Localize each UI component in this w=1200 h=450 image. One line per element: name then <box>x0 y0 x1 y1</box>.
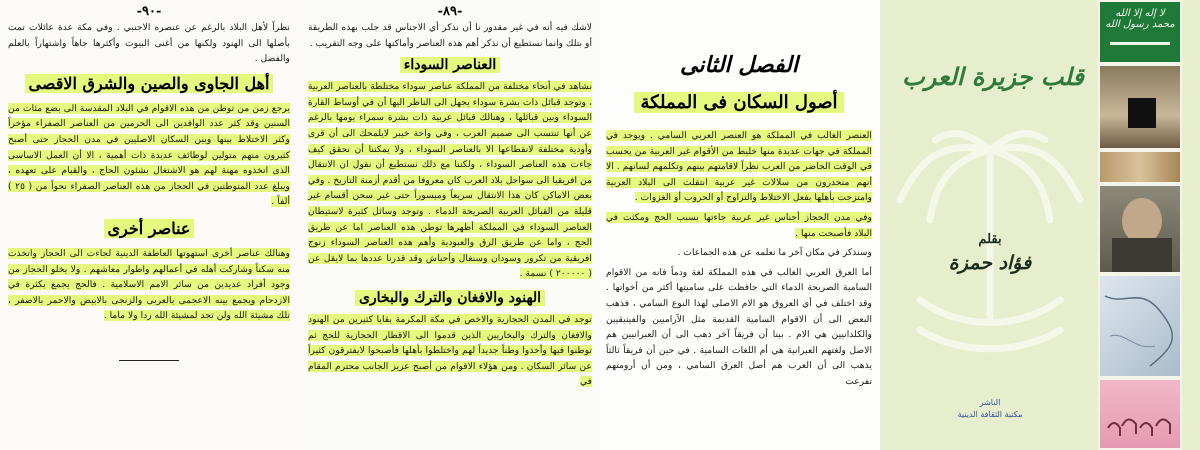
highlighted-text: نشاهد في أنحاء مختلفة من المملكة عناصر سوداء مختلطة بالعناصر العربية ، وتوجد قبائل ذات بشرة سوداء يجهل الى الناظر اليها أن في أوساط القارة السوداء وبين قبائلها ، وهنالك قبائل عربية ذات بشرة سمراء يومها بالرغم عن أنها تنتسب الى صميم العرب ، وفي واحة خيبر لايلمحك الى أن قرى وأودية مختلفة لانقطاعها الا بالعناصر السوداء ، ولا يمكننا أن نحقق كيف جاءت هذه العناصر السوداء ، ولكننا مع ذلك نستطيع أن نقول ان الانتقال من افريقيا الى سواحل بلاد العرب كان معروفا من أقدم أزمنة التاريخ . وفي بعض الاماكن كان هذا الانتقال سريعاً وميسوراً حتى غير سحن أقسام غير قليلة من القبائل العربية الصريحة الدماء . وتوجد وسائل كثيرة لاستيطان العناصر السوداء في المملكة أظهرها توطن هذه العناصر اما عن طريق الحج ، واما عن طريق الرق والعبودية وأهم هذه العناصر السوداء زنوج افريقية من تكرور وسودان وسنغال وأحباش وقد قدرنا عددها بما لايقل عن ( ٢٠٠٠٠٠ ) نسمة . <box>308 81 592 280</box>
highlighted-text: توجد في المدن الحجازية والاخص في مكة المكرمة بقايا كثيرين من الهنود والافغان والترك والبخاريين الذين قدموا الى الاقطار الحجازية للحج ثم توطنوا فيها وأخذوا وطناً جديداً لهم واختلطوا بأهلها فأصبحوا لايفترقون كثيراً عن سائر السكان . ومن هؤلاء الاقوام من أصبح عزيز الجانب محترم المقام في <box>308 313 592 388</box>
paragraph <box>8 101 290 210</box>
publisher-name: مكتبة الثقافة الدينية <box>957 410 1023 419</box>
map-photo <box>1098 274 1182 378</box>
paragraph <box>308 79 592 282</box>
paragraph <box>8 246 290 324</box>
paragraph: لاشك فيه أنه في غير مقدور نا أن نذكر أي الاجناس قد جلب بهذه الطريقة أو بتلك وانما نستطيع أن نذكر أهم هذه العناصر وأماكنها على وجه التقريب . <box>308 22 592 49</box>
paragraph <box>606 128 872 206</box>
section-heading <box>308 288 592 308</box>
paragraph: نظراً لأهل البلاد بالرغم عن عنصره الاجنبي . وفي مكة عدة عائلات تمت بأصلها الى الهنود ولكنها من أغنى البيوت وأكثرها جاهاً واشتهاراً بالعلم والفضل . <box>8 22 290 65</box>
page-90 <box>0 0 300 450</box>
heading-text: أهل الجاوى والصين والشرق الاقصى <box>25 74 274 93</box>
section-heading <box>308 55 592 75</box>
publisher-label: الناشر <box>979 398 1001 407</box>
paragraph <box>606 210 872 241</box>
heading-text: الهنود والافغان والترك والبخارى <box>355 290 545 306</box>
cover-author: فؤاد حمزة <box>948 252 1032 274</box>
paragraph: وسنذكر في مكان آخر ما نعلمه عن هذه الجماعات . <box>677 247 872 259</box>
cover-by: بقلم <box>978 232 1002 247</box>
kaaba-photo <box>1098 64 1182 150</box>
old-city-photo <box>1098 150 1182 184</box>
heading-text: العناصر السوداء <box>400 57 500 73</box>
section-heading <box>8 73 290 95</box>
end-rule <box>119 360 179 361</box>
paragraph: أما العرق العربي الغالب في هذه المملكة لغة ودماً فانه من الاقوام السامية الصريحة الدماء التي حافظت على ساميتها أكثر من أخواتها . وقد اختلف في أي العروق هو الام الاصلى لهذا النوع السامي ، فذهب البعض الى أن الاقوام السامية القديمة مثل الآراميين والفينيقيين والكلدانيين هي الام . بينا أن فريقاً آخر ذهب الى أن العبرانيين هم الاصل ولغتهم العبرانية هي أم اللغات السامية . في حين أن فريقاً ثالثاً يذهب الى أن العرب هم أصل العرق السامي ، ومن أن أرومتهم تفرعت <box>606 266 872 387</box>
page-number: -٩٠- <box>136 4 162 19</box>
highlighted-text: العنصر الغالب في المملكة هو العنصر العربي السامي . ويوجد في المملكة في جهات عديدة منها خليط من الأقوام غير العربية من يحسب في الوقت الحاضر من العرب نظراً لاقامتهم بينهم وتكلمهم لسانهم . الا أنهم منحدرون من سلالات غير عربية انتقلت الى البلاد العربية وامتزجت بأهلها بفعل الاختلاط والتزاوج أو الحروب أو الغزوات . <box>606 130 872 204</box>
camels-photo <box>1098 378 1182 450</box>
title-text: أصول السكان فى المملكة <box>634 92 843 113</box>
portrait-photo <box>1098 184 1182 274</box>
heading-text: عناصر أخرى <box>104 219 195 238</box>
chapter-heading: الفصل الثانى <box>680 52 798 78</box>
chapter-page <box>600 0 880 450</box>
page-number: -٨٩- <box>437 4 463 19</box>
highlighted-text: يرجع زمن من توطن من هذه الاقوام في البلاد المقدسة الى بضع مئات من السنين وقد كثر عدد الوافدين الى الحرمين من العناصر الصفراء مؤخراً وكثر الاختلاط بينها وبين السكان الاصليين في مدن الحجاز حتى أصبح كثيرون منهم متولين لوظائف عديدة ذات أهمية ، الا أن العمل الاساسى الذى اتخذوه مهنة لهم هو الاشتغال بشئون الحاج ، والقيام على تعهده ، ويبلغ عدد المتوطنين في الحجاز من هذه العناصر الصفراء نحواً من ( ٢٥ ) ألفاً . <box>8 102 290 208</box>
paragraph <box>308 312 592 390</box>
section-heading <box>8 218 290 240</box>
book-cover <box>880 0 1200 450</box>
cover-title: قلب جزيرة العرب <box>902 62 1084 91</box>
flag-text: لا إله إلا الله محمد رسول الله <box>1105 8 1175 30</box>
page-89 <box>300 0 600 450</box>
highlighted-text: وفي مدن الحجاز أجناس غير عربية جاءتها بسبب الحج ومكثت في البلاد فأصبحت منها . <box>606 211 872 239</box>
chapter-title <box>606 90 872 116</box>
highlighted-text: وهنالك عناصر أخرى استهوتها العاطفة الدينية لجاءت الى الحجاز واتخذت منه سكناً وشاركت أهله في أعمالهم واطوار معاشهم . ولا يخلو الحجاز من وجود أفراد عديدين من سائر الامم الاسلامية . فالحج يجمع بكثرة في الازدحام ويجمع بينه الاعجمى بالعربى والزنجى بالابيض والاحمر بالاصفر ، تلك مشيئة الله ولن تجد لمشيئة الله ردا ولا ماما . <box>8 247 290 322</box>
